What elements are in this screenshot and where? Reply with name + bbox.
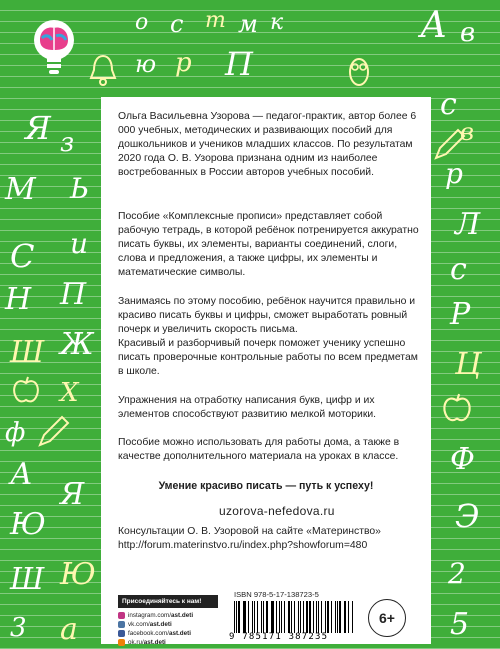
- chalk-letter: ф: [5, 418, 26, 448]
- author-description: Ольга Васильевна Узорова — педагог-практик, автор более 6 000 учебных, методических и развивающих пособий для дошкольников и учеников младших классов. По результатам 2020 года О. В. Узорова признана одним из наиболее востребованных в России авторов учебных пособий.: [118, 111, 417, 178]
- bell-icon: [88, 52, 118, 88]
- barcode-stripe: [313, 601, 314, 633]
- chalk-letter: Н: [5, 282, 32, 317]
- chalk-letter: р: [175, 48, 192, 78]
- usage-text: Пособие можно использовать для работы дома, а также в качестве дополнительного материала на уроках в классе.: [118, 437, 400, 462]
- chalk-letter: о: [135, 10, 149, 35]
- barcode-stripe: [288, 601, 290, 633]
- social-links-box: [118, 595, 218, 647]
- barcode-stripe: [318, 601, 319, 633]
- pencil-icon: [36, 415, 70, 449]
- website-link[interactable]: uzorova-nefedova.ru: [219, 504, 335, 518]
- chalk-letter: С: [10, 237, 35, 275]
- barcode-stripe: [276, 601, 277, 633]
- apple-icon: [441, 392, 473, 424]
- barcode-stripe: [294, 601, 295, 633]
- chalk-letter: к: [270, 10, 284, 35]
- chalk-letter: р: [445, 157, 463, 190]
- chalk-letter: и: [70, 227, 89, 260]
- social-link-facebook[interactable]: facebook.com/ ast.deti: [118, 629, 218, 638]
- chalk-letter: 5: [450, 607, 470, 642]
- owl-icon: [346, 52, 372, 88]
- consultation-url[interactable]: http://forum.materinstvo.ru/index.php?showforum=480: [118, 540, 368, 551]
- barcode-stripe: [238, 601, 239, 633]
- consultation-line: Консультации О. В. Узоровой на сайте «Материнство»: [118, 526, 381, 537]
- barcode-stripe: [298, 601, 299, 633]
- social-link-instagram[interactable]: instagram.com/ ast.deti: [118, 611, 218, 620]
- barcode-number: 9 785171 387235: [229, 632, 329, 642]
- barcode-stripe: [331, 601, 332, 633]
- chalk-letter: Ф: [450, 442, 475, 477]
- barcode-stripe: [244, 601, 246, 633]
- chalk-letter: М: [5, 172, 36, 207]
- book-description: Пособие «Комплексные прописи» представляет собой рабочую тетрадь, в которой ребёнок потренируется аккуратно писать буквы, их элементы, варианты соединений, слоги, слова и предложения, а также цифры, их элементы и математические символы.: [118, 211, 419, 278]
- chalk-letter: в: [460, 18, 476, 48]
- chalk-letter: Э: [455, 497, 480, 535]
- barcode-stripe: [254, 601, 255, 633]
- chalk-letter: с: [440, 87, 457, 122]
- barcode-stripe: [272, 601, 273, 633]
- chalk-letter: Ш: [10, 335, 45, 370]
- barcode-stripe: [337, 601, 338, 633]
- barcode-stripe: [316, 601, 317, 633]
- chalk-letter: П: [225, 45, 253, 83]
- back-cover-panel: [101, 97, 431, 644]
- handwriting-benefit: Красивый и разборчивый почерк поможет ученику успешно писать проверочные контрольные работы по всем предметам в школе.: [118, 338, 418, 377]
- barcode-stripe: [248, 601, 249, 633]
- chalk-letter: Я: [60, 477, 85, 512]
- chalk-letter: в: [460, 118, 474, 146]
- slogan: Умение красиво писать — путь к успеху!: [158, 480, 374, 492]
- barcode-stripe: [266, 601, 268, 633]
- barcode-stripe: [339, 601, 340, 633]
- brain-bulb-logo-icon: [30, 18, 78, 76]
- barcode-stripe: [300, 601, 301, 633]
- chalk-letter: Х: [60, 378, 79, 408]
- barcode-stripe: [327, 601, 329, 633]
- consultation-info: [118, 525, 381, 553]
- barcode-stripe: [345, 601, 346, 633]
- chalk-letter: Л: [455, 207, 481, 242]
- barcode-stripe: [281, 601, 282, 633]
- barcode-stripe: [252, 601, 253, 633]
- chalk-letter: Ц: [455, 347, 482, 382]
- join-us-heading: Присоединяйтесь к нам!: [118, 595, 218, 608]
- chalk-letter: а: [60, 612, 78, 647]
- vk-icon: [118, 621, 125, 628]
- chalk-letter: Ь: [70, 172, 89, 205]
- barcode-stripe: [257, 601, 258, 633]
- pencil-icon: [432, 128, 466, 162]
- barcode-stripe: [335, 601, 336, 633]
- motor-skills-text: Упражнения на отработку написания букв, цифр и их элементов способствуют развитию мелкой моторики.: [118, 395, 377, 420]
- apple-icon: [11, 375, 41, 405]
- facebook-icon: [118, 630, 125, 637]
- social-link-vk[interactable]: vk.com/ ast.deti: [118, 620, 218, 629]
- barcode: [234, 601, 354, 633]
- barcode-stripe: [344, 601, 345, 633]
- barcode-stripe: [303, 601, 304, 633]
- barcode-stripe: [236, 601, 237, 633]
- chalk-letter: з: [60, 128, 75, 158]
- chalk-letter: Р: [450, 297, 471, 332]
- chalk-letter: А: [420, 5, 448, 46]
- barcode-stripe: [284, 601, 285, 633]
- chalk-letter: ю: [135, 50, 157, 78]
- chalk-letter: А: [10, 457, 33, 492]
- barcode-stripe: [234, 601, 235, 633]
- age-rating-badge: 6+: [368, 599, 406, 637]
- chalk-letter: П: [60, 277, 87, 312]
- barcode-stripe: [271, 601, 272, 633]
- chalk-letter: Ю: [10, 507, 46, 542]
- barcode-stripe: [291, 601, 292, 633]
- barcode-stripe: [243, 601, 244, 633]
- barcode-stripe: [321, 601, 322, 633]
- chalk-letter: с: [450, 252, 467, 287]
- barcode-stripe: [263, 601, 264, 633]
- ok-icon: [118, 639, 125, 646]
- isbn: ISBN 978-5-17-138723-5: [234, 590, 319, 599]
- barcode-stripe: [306, 601, 307, 633]
- learning-outcome: Занимаясь по этому пособию, ребёнок научится правильно и красиво писать буквы и цифры, сможет выработать ровный почерк и увеличить скорость письма.: [118, 296, 416, 335]
- barcode-stripe: [261, 601, 262, 633]
- chalk-letter: т: [205, 8, 226, 33]
- chalk-letter: Ж: [60, 327, 94, 362]
- barcode-stripe: [348, 601, 349, 633]
- instagram-icon: [118, 612, 125, 619]
- chalk-letter: м: [238, 10, 258, 38]
- barcode-stripe: [352, 601, 353, 633]
- chalk-letter: 3: [10, 613, 27, 643]
- chalk-letter: с: [170, 10, 184, 38]
- chalk-letter: Я: [25, 109, 51, 147]
- chalk-letter: 2: [448, 557, 466, 590]
- barcode-stripe: [309, 601, 311, 633]
- chalk-letter: Ш: [10, 562, 45, 597]
- barcode-stripe: [279, 601, 280, 633]
- chalk-letter: Ю: [60, 557, 96, 592]
- social-link-ok[interactable]: ok.ru/ ast.deti: [118, 638, 218, 647]
- barcode-stripe: [325, 601, 326, 633]
